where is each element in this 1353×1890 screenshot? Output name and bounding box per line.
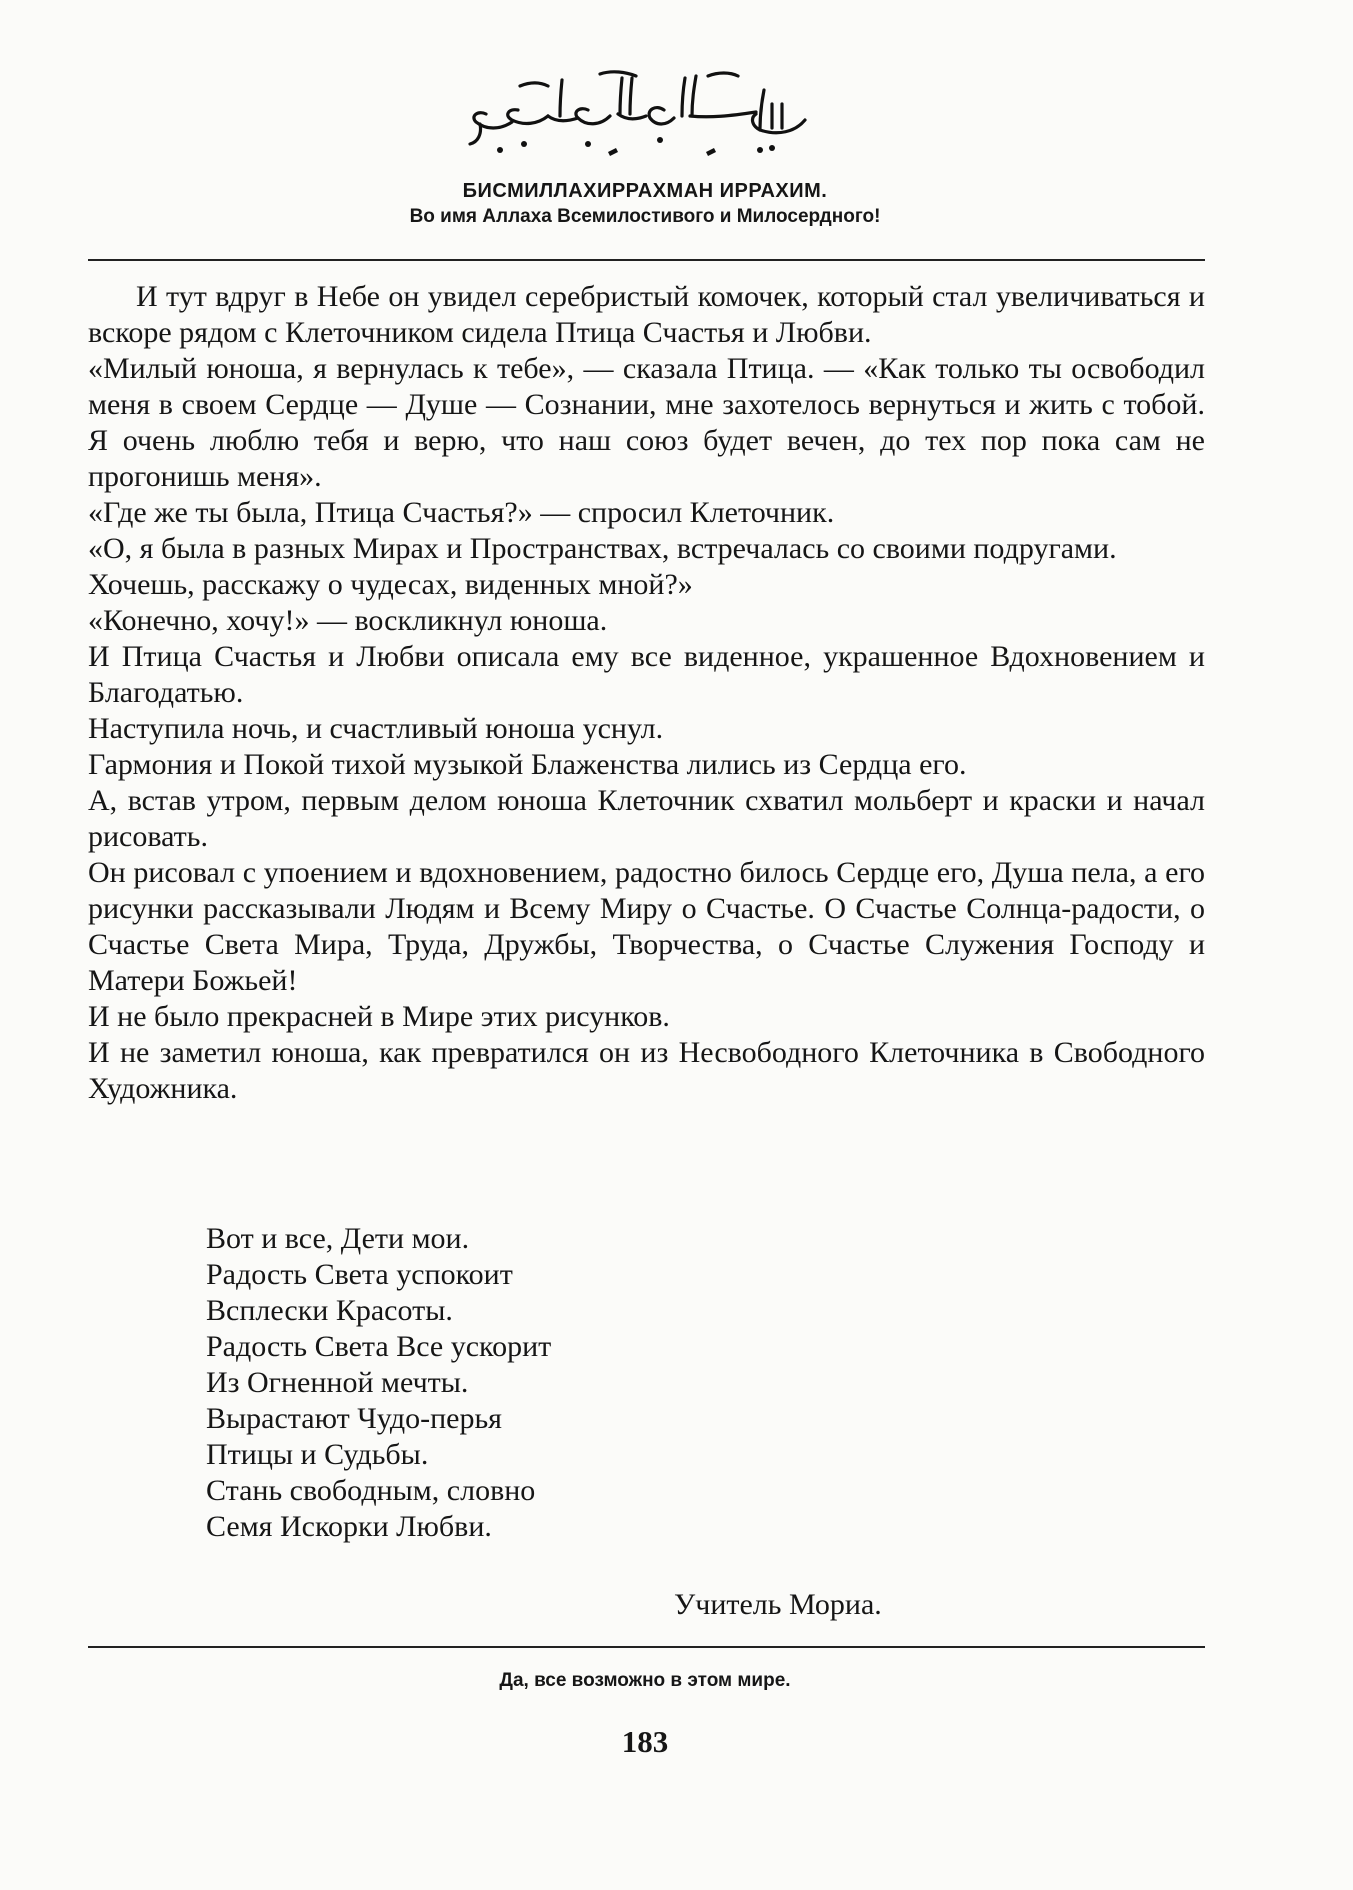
- bismillah-calligraphy-icon: [460, 60, 820, 170]
- poem-line: Радость Света успокоит: [206, 1258, 513, 1291]
- paragraph: Хочешь, расскажу о чудесах, виденных мной?»: [88, 568, 693, 601]
- paragraph: Гармония и Покой тихой музыкой Блаженства лились из Сердца его.: [88, 748, 967, 781]
- header-divider: [88, 259, 1205, 261]
- poem-line: Из Огненной мечты.: [206, 1366, 469, 1399]
- poem-line: Всплески Красоты.: [206, 1294, 453, 1327]
- signature: Учитель Мориа.: [674, 1588, 882, 1621]
- paragraph: Наступила ночь, и счастливый юноша уснул.: [88, 712, 664, 745]
- poem-line: Птицы и Судьбы.: [206, 1438, 429, 1471]
- poem-line: Радость Света Все ускорит: [206, 1330, 552, 1363]
- poem: [206, 1221, 906, 1545]
- paragraph: И не заметил юноша, как превратился он из Несвободного Клеточника в Свободного Художника.: [88, 1036, 1205, 1105]
- paragraph: И тут вдруг в Небе он увидел серебристый комочек, который стал увеличиваться и вскоре рядом с Клеточником сидела Птица Счастья и Любви.: [88, 280, 1205, 349]
- paragraph: Он рисовал с упоением и вдохновением, радостно билось Сердце его, Душа пела, а его рисунки рассказывали Людям и Всему Миру о Счастье. О Счастье Солнца-радости, о Счастье Света Мира, Труда, Дружбы, Творчества, о Счастье Служения Господу и Матери Божьей!: [88, 856, 1205, 997]
- paragraph: «Конечно, хочу!» — воскликнул юноша.: [88, 604, 608, 637]
- footer-divider: [88, 1646, 1205, 1648]
- poem-line: Вырастают Чудо-перья: [206, 1402, 502, 1435]
- poem-line: Вот и все, Дети мои.: [206, 1222, 470, 1255]
- paragraph: «Где же ты была, Птица Счастья?» — спросил Клеточник.: [88, 496, 835, 529]
- paragraph: А, встав утром, первым делом юноша Клеточник схватил мольберт и краски и начал рисовать.: [88, 784, 1205, 853]
- poem-line: Семя Искорки Любви.: [206, 1510, 492, 1543]
- poem-line: Стань свободным, словно: [206, 1474, 536, 1507]
- paragraph: И не было прекрасней в Мире этих рисунков.: [88, 1000, 670, 1033]
- header-title: БИСМИЛЛАХИРРАХМАН ИРРАХИМ.: [462, 180, 828, 202]
- footer-note: Да, все возможно в этом мире.: [499, 1670, 791, 1691]
- body-text: [88, 279, 1205, 1107]
- page-number: 183: [621, 1724, 669, 1759]
- page-header: [0, 178, 1290, 230]
- paragraph: И Птица Счастья и Любви описала ему все виденное, украшенное Вдохновением и Благодатью.: [88, 640, 1205, 709]
- header-subtitle: Во имя Аллаха Всемилостивого и Милосердного!: [409, 206, 881, 227]
- paragraph: «Милый юноша, я вернулась к тебе», — сказала Птица. — «Как только ты освободил меня в своем Сердце — Душе — Сознании, мне захотелось вернуться и жить с тобой. Я очень люблю тебя и верю, что наш союз будет вечен, до тех пор пока сам не прогонишь меня».: [88, 352, 1205, 493]
- paragraph: «О, я была в разных Мирах и Пространствах, встречалась со своими подругами.: [88, 532, 1117, 565]
